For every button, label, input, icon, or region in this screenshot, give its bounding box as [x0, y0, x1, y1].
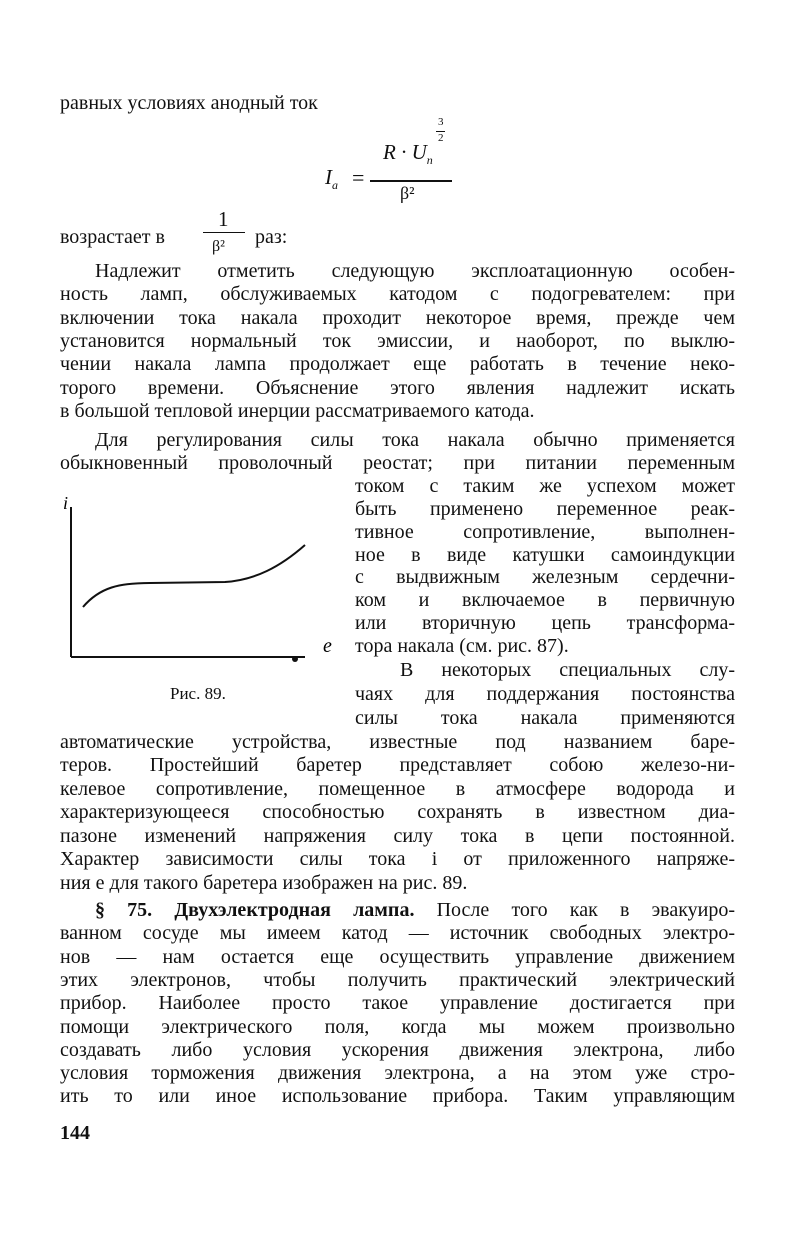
text-line: быть применено переменное реак- [355, 497, 735, 520]
text-line: ванном сосуде мы имеем катод — источник свободных электро- [60, 922, 735, 944]
text-line: торого времени. Объяснение этого явления надлежит искать [60, 376, 735, 399]
formula-denominator: β² [400, 183, 415, 203]
text-line: с выдвижным железным сердечни- [355, 566, 735, 589]
text-line: током с таким же успехом может [355, 474, 735, 497]
page-number: 144 [60, 1122, 90, 1144]
axis-dot [292, 656, 298, 662]
text-line: установится нормальный ток эмиссии, и наоборот, по выклю- [60, 329, 735, 352]
text-line: этих электронов, чтобы получить практический электрический [60, 969, 735, 991]
text-line: Надлежит отметить следующую эксплоатационную особен- [95, 260, 735, 282]
text-line: силы тока накала применяются [355, 707, 735, 729]
text-line: Характер зависимости силы тока i от приложенного напряже- [60, 848, 735, 870]
text-line: автоматические устройства, известные под названием баре- [60, 731, 735, 753]
text-line: характеризующееся способностью сохранять в известном диа- [60, 801, 735, 823]
text-line: ность ламп, обслуживаемых катодом с подогревателем: при [60, 283, 735, 306]
text-line: чаях для поддержания постоянства [355, 683, 735, 705]
figure-caption: Рис. 89. [170, 684, 226, 703]
x-axis-label: e [323, 635, 332, 657]
text-line: нов — нам остается еще осуществить управление движением [60, 946, 735, 968]
text-line: теров. Простейший баретер представляет собою железо-ни- [60, 754, 735, 776]
text-line: келевое сопротивление, помещенное в атмосфере водорода и [60, 778, 735, 800]
text-line: прибор. Наиболее просто такое управление достигается при [60, 992, 735, 1014]
section-heading: § 75. Двухэлектродная лампа. [95, 899, 415, 921]
y-axis-label: i [63, 495, 69, 513]
barretter-curve [83, 545, 305, 607]
formula-exponent-num: 3 [438, 116, 444, 128]
text-line: обыкновенный проволочный реостат; при питании переменным [60, 451, 735, 474]
text-line: § 75. Двухэлектродная лампа. После того как в эвакуиро- [95, 899, 735, 921]
text-line: В некоторых специальных слу- [400, 659, 735, 681]
text-line: ния e для такого баретера изображен на рис. 89. [60, 872, 468, 894]
text-line: Для регулирования силы тока накала обычно применяется [95, 429, 735, 451]
text-line: или вторичную цепь трансформа- [355, 612, 735, 635]
text-line: включении тока накала проходит некоторое время, прежде чем [60, 306, 735, 329]
text-line: чении накала лампа продолжает еще работать в течение неко- [60, 353, 735, 376]
text-line: в большой тепловой инерции рассматриваемого катода. [60, 399, 535, 422]
intro-line: равных условиях анодный ток [60, 92, 318, 114]
figure-89-current-voltage-curve [55, 495, 355, 675]
formula-lhs: $I_a$ [325, 165, 338, 193]
text-line: ное в виде катушки самоиндукции [355, 543, 735, 566]
text-line: условия торможения движения электрона, а на этом уже стро- [60, 1062, 735, 1084]
text-line: тивное сопротивление, выполнен- [355, 520, 735, 543]
text-line: создавать либо условия ускорения движения электрона, либо [60, 1039, 735, 1061]
text-line: пазоне изменений напряжения силу тока в цепи постоянной. [60, 825, 735, 847]
formula-numerator: $R \cdot U_n$ [383, 140, 433, 168]
text-line: ить то или иное использование прибора. Таким управляющим [60, 1085, 735, 1107]
text-line: помощи электрического поля, когда мы можем произвольно [60, 1016, 735, 1038]
text-line: тора накала (см. рис. 87). [355, 635, 569, 658]
formula-exponent-den: 2 [438, 132, 444, 144]
text-line: ком и включаемое в первичную [355, 589, 735, 612]
formula-equals: = [352, 165, 365, 190]
